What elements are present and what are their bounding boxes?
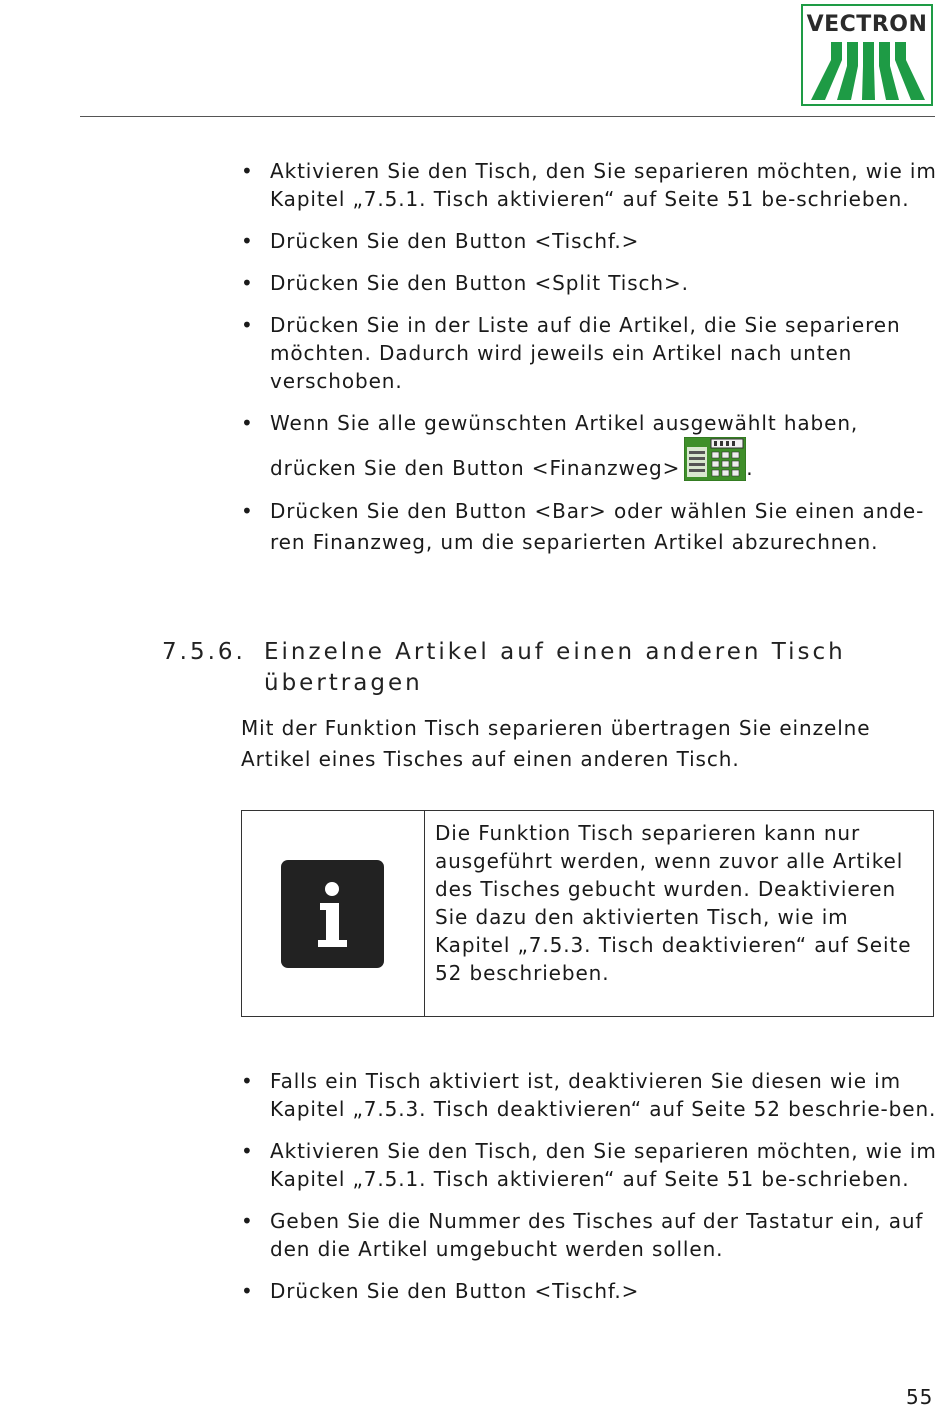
steps-list-2 (241, 1067, 941, 1319)
list-item-text: drücken Sie den Button <Finanzweg> (270, 456, 681, 480)
info-icon (281, 860, 384, 968)
list-item: • Drücken Sie den Button <Split Tisch>. (241, 269, 941, 297)
info-note-box (241, 810, 934, 1017)
finanzweg-button-icon (684, 437, 746, 481)
note-divider (424, 811, 425, 1016)
logo-text: VECTRON (806, 12, 928, 37)
steps-list-1 (241, 157, 941, 572)
page-number: 55 (906, 1385, 934, 1409)
note-text: Die Funktion Tisch separieren kann nur ausgeführt werden, wenn zuvor alle Artikel des Tisches gebucht wurden. Deaktivieren Sie dazu den aktivierten Tisch, wie im Kapitel „7.5.3. Tisch deaktivieren“ auf Seite 52 beschrieben. (435, 821, 912, 985)
list-item: • Drücken Sie in der Liste auf die Artikel, die Sie separieren möchten. Dadurch wird jeweils ein Artikel nach unten verschoben. (241, 311, 941, 395)
list-item: • Drücken Sie den Button <Tischf.> (241, 1277, 941, 1305)
section-title-line2: übertragen (264, 670, 423, 697)
list-item-text: . (746, 456, 754, 480)
list-item: • Aktivieren Sie den Tisch, den Sie separieren möchten, wie im Kapitel „7.5.1. Tisch aktivieren“ auf Seite 51 be-schrieben. (241, 157, 941, 213)
header-rule (80, 116, 935, 117)
section-heading (162, 637, 846, 699)
section-title-line1: Einzelne Artikel auf einen anderen Tisch (264, 639, 846, 666)
vectron-logo (801, 4, 933, 106)
list-item: • Drücken Sie den Button <Tischf.> (241, 227, 941, 255)
list-item: • Aktivieren Sie den Tisch, den Sie separieren möchten, wie im Kapitel „7.5.1. Tisch aktivieren“ auf Seite 51 be-schrieben. (241, 1137, 941, 1193)
list-item-text: Wenn Sie alle gewünschten Artikel ausgewählt haben, (270, 411, 859, 435)
list-item: • Geben Sie die Nummer des Tisches auf der Tastatur ein, auf den die Artikel umgebucht werden sollen. (241, 1207, 941, 1263)
list-item (241, 409, 941, 482)
list-item: • Drücken Sie den Button <Bar> oder wählen Sie einen ande-ren Finanzweg, um die separierten Artikel abzurechnen. (241, 496, 941, 558)
section-number: 7.5.6. (162, 639, 246, 666)
list-item: • Falls ein Tisch aktiviert ist, deaktivieren Sie diesen wie im Kapitel „7.5.3. Tisch deaktivieren“ auf Seite 52 beschrie-ben. (241, 1067, 941, 1123)
intro-paragraph: Mit der Funktion Tisch separieren übertragen Sie einzelne Artikel eines Tisches auf einen anderen Tisch. (241, 716, 871, 771)
vectron-logo-mark (811, 42, 925, 102)
